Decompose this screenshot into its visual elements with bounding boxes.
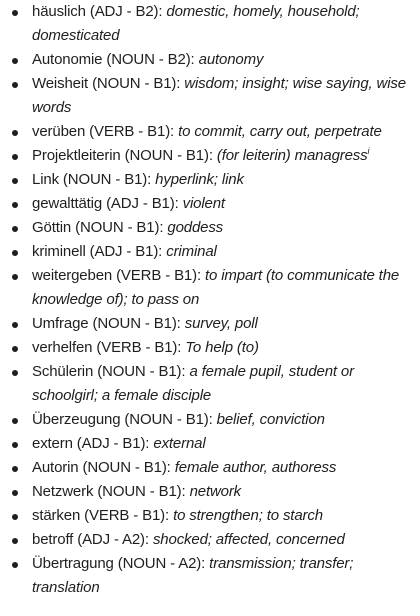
list-item <box>32 456 416 480</box>
bullet-icon <box>12 322 18 328</box>
list-item <box>32 480 416 504</box>
meaning: a female pupil, student or schoolgirl; a female disciple <box>32 363 354 404</box>
list-item <box>32 504 416 528</box>
bullet-icon <box>12 490 18 496</box>
term: Weisheit (NOUN - B1): <box>32 75 181 92</box>
meaning: survey, poll <box>184 315 258 332</box>
meaning: criminal <box>166 243 217 260</box>
bullet-icon <box>12 538 18 544</box>
bullet-icon <box>12 226 18 232</box>
meaning: to impart (to communicate the knowledge of); to pass on <box>32 267 400 308</box>
meaning: network <box>189 483 242 500</box>
list-item <box>32 432 416 456</box>
meaning: to commit, carry out, perpetrate <box>178 123 382 140</box>
term: Übertragung (NOUN - A2): <box>32 555 206 572</box>
meaning: belief, conviction <box>216 411 325 428</box>
term: verhelfen (VERB - B1): <box>32 339 182 356</box>
bullet-icon <box>12 562 18 568</box>
meaning: to strengthen; to starch <box>173 507 323 524</box>
term: weitergeben (VERB - B1): <box>32 267 201 284</box>
term: gewalttätig (ADJ - B1): <box>32 195 179 212</box>
list-item <box>32 264 416 312</box>
meaning: (for leiterin) managress <box>216 147 368 164</box>
term: Projektleiterin (NOUN - B1): <box>32 147 213 164</box>
list-item <box>32 168 416 192</box>
bullet-icon <box>12 418 18 424</box>
list-item <box>32 408 416 432</box>
bullet-icon <box>12 442 18 448</box>
list-item <box>32 216 416 240</box>
meaning: shocked; affected, concerned <box>152 531 345 548</box>
meaning: external <box>153 435 206 452</box>
term: extern (ADJ - B1): <box>32 435 150 452</box>
bullet-icon <box>12 10 18 16</box>
list-item <box>32 528 416 552</box>
list-item <box>32 48 416 72</box>
term: kriminell (ADJ - B1): <box>32 243 163 260</box>
bullet-icon <box>12 58 18 64</box>
bullet-icon <box>12 202 18 208</box>
list-item <box>32 120 416 144</box>
list-item <box>32 144 416 168</box>
list-item <box>32 72 416 120</box>
list-item <box>32 0 416 48</box>
term: Überzeugung (NOUN - B1): <box>32 411 213 428</box>
bullet-icon <box>12 514 18 520</box>
meaning: hyperlink; link <box>155 171 244 188</box>
meaning: violent <box>182 195 225 212</box>
bullet-icon <box>12 130 18 136</box>
meaning: To help (to) <box>185 339 259 356</box>
term: Autonomie (NOUN - B2): <box>32 51 195 68</box>
list-item <box>32 336 416 360</box>
meaning: transmission; transfer; translation <box>32 555 354 596</box>
term: Umfrage (NOUN - B1): <box>32 315 181 332</box>
meaning: female author, authoress <box>174 459 337 476</box>
list-item <box>32 192 416 216</box>
term: Göttin (NOUN - B1): <box>32 219 164 236</box>
term: Autorin (NOUN - B1): <box>32 459 171 476</box>
bullet-icon <box>12 346 18 352</box>
bullet-icon <box>12 154 18 160</box>
term: verüben (VERB - B1): <box>32 123 175 140</box>
list-item <box>32 360 416 408</box>
meaning: goddess <box>167 219 224 236</box>
list-item <box>32 552 416 600</box>
list-item <box>32 240 416 264</box>
bullet-icon <box>12 82 18 88</box>
term: Netzwerk (NOUN - B1): <box>32 483 186 500</box>
term: häuslich (ADJ - B2): <box>32 3 163 20</box>
bullet-icon <box>12 274 18 280</box>
superscript-note: i <box>367 146 370 156</box>
meaning: wisdom; insight; wise saying, wise words <box>32 75 406 116</box>
meaning: autonomy <box>198 51 264 68</box>
term: betroff (ADJ - A2): <box>32 531 149 548</box>
term: Link (NOUN - B1): <box>32 171 152 188</box>
term: stärken (VERB - B1): <box>32 507 170 524</box>
bullet-icon <box>12 178 18 184</box>
bullet-icon <box>12 250 18 256</box>
bullet-icon <box>12 370 18 376</box>
bullet-icon <box>12 466 18 472</box>
meaning: domestic, homely, household; domesticated <box>32 3 360 44</box>
list-item <box>32 312 416 336</box>
term: Schülerin (NOUN - B1): <box>32 363 186 380</box>
